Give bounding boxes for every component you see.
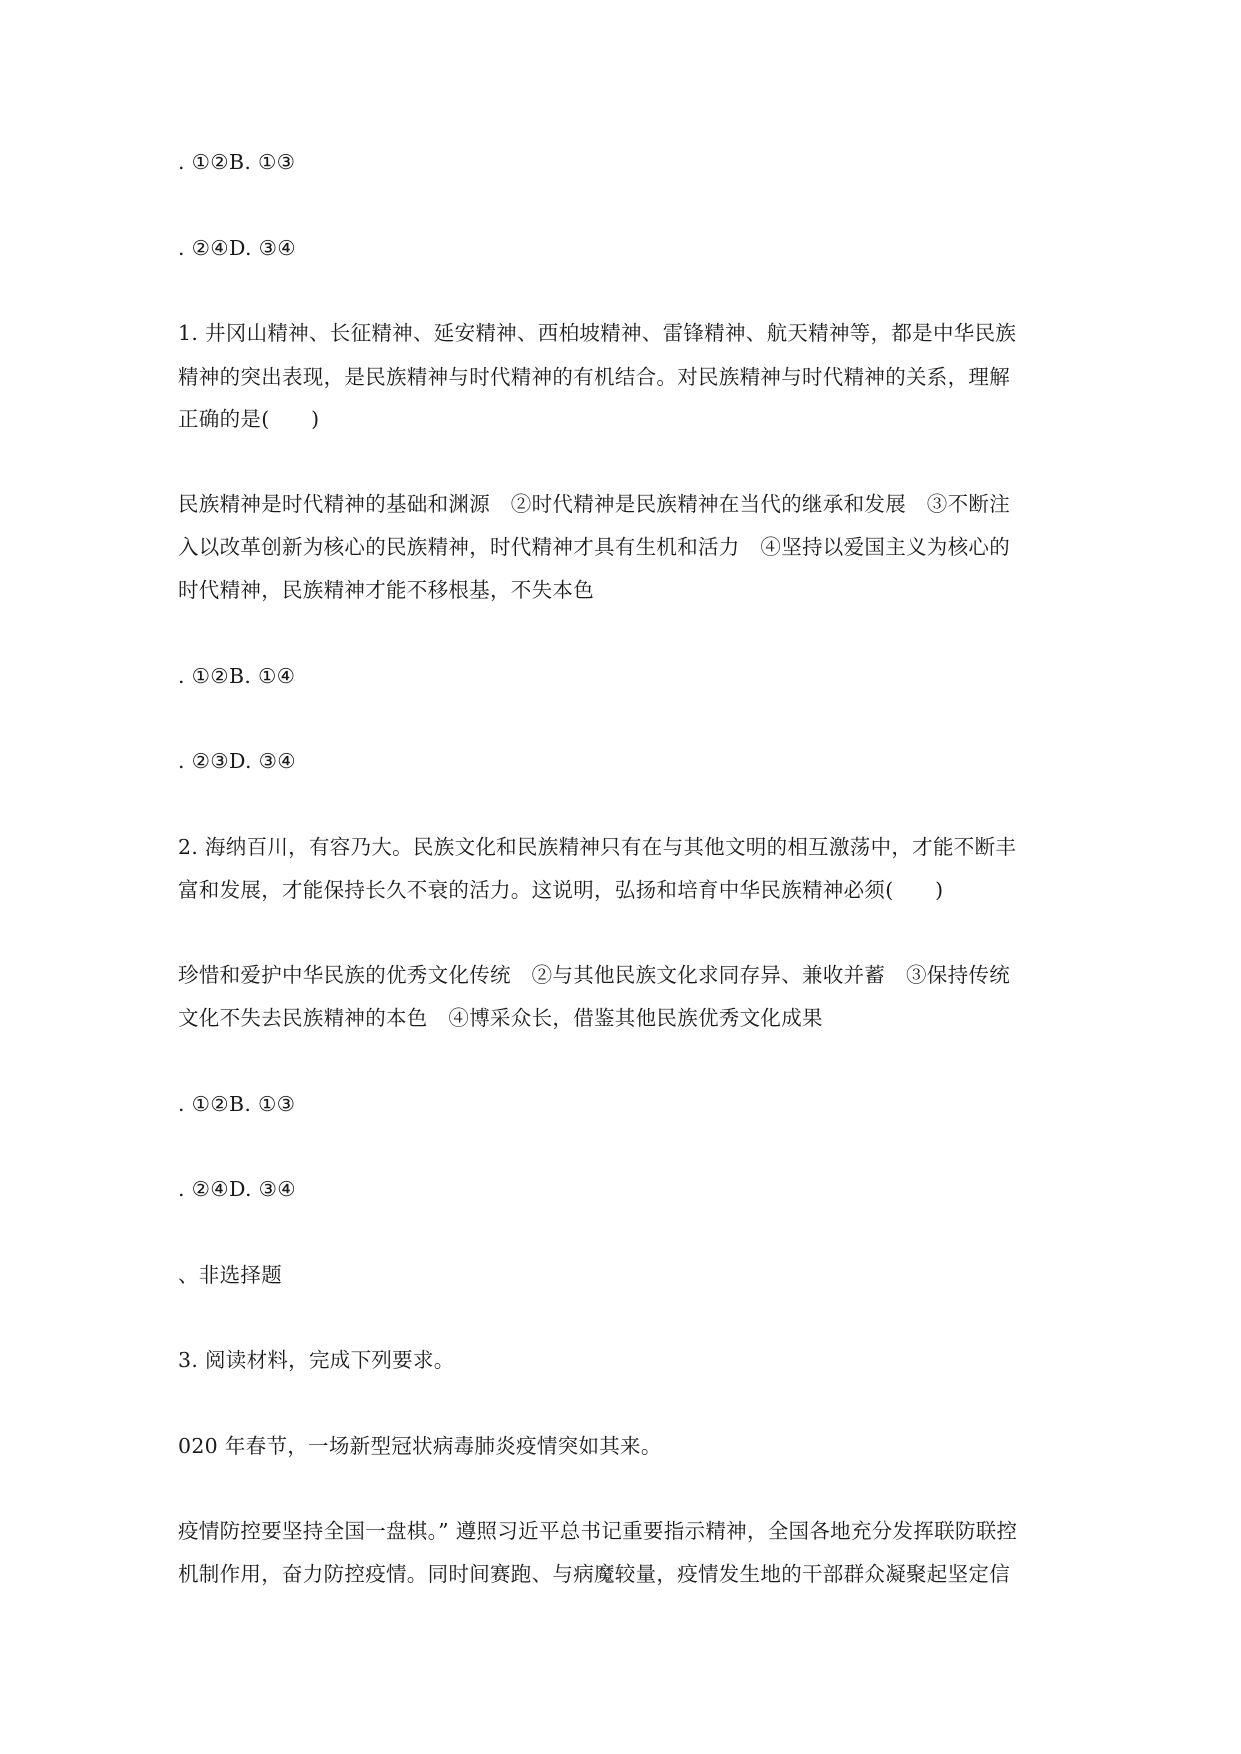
material-line-3: 机制作用，奋力防控疫情。同时间赛跑、与病魔较量，疫情发生地的干部群众凝聚起坚定信 [178, 1562, 1010, 1586]
option-line-a-b: . ①②B. ①③ [178, 150, 296, 174]
question-1-choices-line-2: 入以改革创新为核心的民族精神，时代精神才具有生机和活力 ④坚持以爱国主义为核心的 [178, 535, 1010, 559]
question-2-option-c-d: . ②④D. ③④ [178, 1177, 296, 1201]
question-1-option-c-d: . ②③D. ③④ [178, 749, 296, 773]
question-1-line-2: 精神的突出表现，是民族精神与时代精神的有机结合。对民族精神与时代精神的关系，理解 [178, 365, 1010, 389]
question-2-line-2: 富和发展，才能保持长久不衰的活力。这说明，弘扬和培育中华民族精神必须( ) [178, 878, 944, 902]
question-1-line-3: 正确的是( ) [178, 407, 320, 431]
question-1-option-a-b: . ①②B. ①④ [178, 664, 296, 688]
question-1-choices-line-1: 民族精神是时代精神的基础和渊源 ②时代精神是民族精神在当代的继承和发展 ③不断注 [178, 492, 1010, 516]
question-1-line-1: 1. 井冈山精神、长征精神、延安精神、西柏坡精神、雷锋精神、航天精神等，都是中华民族 [178, 321, 1017, 345]
question-1-choices-line-3: 时代精神，民族精神才能不移根基，不失本色 [178, 578, 594, 602]
question-2-choices-line-2: 文化不失去民族精神的本色 ④博采众长，借鉴其他民族优秀文化成果 [178, 1006, 823, 1030]
question-2-option-a-b: . ①②B. ①③ [178, 1092, 296, 1116]
question-2-line-1: 2. 海纳百川，有容乃大。民族文化和民族精神只有在与其他文明的相互激荡中，才能不断丰 [178, 835, 1017, 859]
material-line-1: 020 年春节，一场新型冠状病毒肺炎疫情突如其来。 [178, 1434, 662, 1458]
question-2-choices-line-1: 珍惜和爱护中华民族的优秀文化传统 ②与其他民族文化求同存异、兼收并蓄 ③保持传统 [178, 963, 1010, 987]
question-3-prompt: 3. 阅读材料，完成下列要求。 [178, 1348, 455, 1372]
section-heading: 、非选择题 [178, 1263, 282, 1287]
material-line-2: 疫情防控要坚持全国一盘棋。” 遵照习近平总书记重要指示精神，全国各地充分发挥联防联控 [178, 1519, 1018, 1543]
option-line-c-d: . ②④D. ③④ [178, 236, 296, 260]
